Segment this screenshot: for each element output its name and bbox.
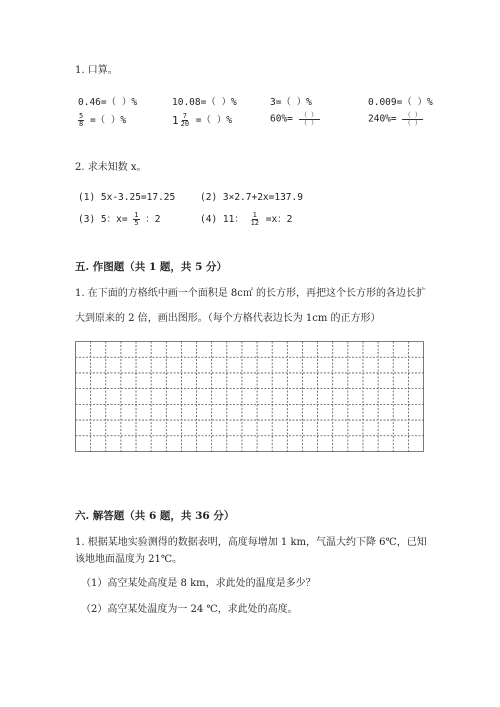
q2-problem-3-right: ：2	[145, 214, 161, 225]
q1-title: 1. 口算。	[75, 65, 118, 76]
q2-problem-4	[200, 211, 292, 227]
fraction-denominator: 20	[180, 120, 190, 128]
fraction-numerator: 7	[182, 112, 187, 120]
section-5-question-line-2: 大到原来的 2 倍，画出图形。（每个方格代表边长为 1cm 的正方形）	[75, 313, 381, 324]
section-6-question-line-1: 1. 根据某地实验测得的数据表明，高度每增加 1 km，气温大约下降 6℃，已知	[75, 537, 427, 548]
fraction	[78, 113, 84, 128]
q1-item-2: 10.08=（ ）%	[172, 97, 237, 108]
mixed-whole: 1	[172, 114, 179, 127]
blank-numerator: （ ）	[404, 111, 422, 119]
q1-item-5	[78, 112, 126, 128]
q2-problem-2: (2) 3×2.7+2x=137.9	[200, 192, 303, 203]
q1-item-8-left: 240%=	[368, 113, 397, 125]
blank-denominator: （ ）	[300, 118, 318, 127]
section-6-subquestion-1: （1）高空某处高度是 8 km，求此处的温度是多少？	[81, 578, 316, 589]
fraction-denominator: 8	[79, 120, 84, 128]
fraction-numerator: 1	[252, 211, 257, 219]
fraction-denominator: 12	[250, 219, 259, 227]
section-5-heading: 五. 作图题（共 1 题，共 5 分）	[75, 261, 228, 273]
q2-problem-3	[78, 211, 160, 227]
q1-item-3: 3=（ ）%	[270, 97, 312, 108]
q2-problem-3-left: (3) 5：x=	[78, 214, 128, 225]
q2-problem-4-left: (4) 11：	[200, 214, 244, 225]
fraction-denominator: 5	[134, 219, 139, 227]
section-5-question-line-1: 1. 在下面的方格纸中画一个面积是 8c㎡ 的长方形，再把这个长方形的各边长扩	[75, 288, 427, 299]
q2-problem-4-right: =x：2	[265, 214, 293, 225]
fraction-numerator: 1	[134, 211, 139, 219]
q1-item-8	[368, 112, 423, 126]
q1-item-7-left: 60%=	[270, 113, 293, 125]
section-6-question-line-2: 该地地面温度为 21℃。	[75, 554, 183, 565]
mixed-number	[172, 113, 190, 128]
drawing-grid[interactable]	[75, 341, 425, 453]
q2-problem-1: (1) 5x-3.25=17.25	[78, 192, 176, 203]
q1-item-7	[270, 112, 320, 126]
q1-item-4: 0.009=（ ）%	[368, 97, 433, 108]
q1-item-6	[172, 112, 232, 128]
section-6-subquestion-2: （2）高空某处温度为一 24 ℃，求此处的高度。	[81, 604, 298, 615]
blank-numerator: （ ）	[300, 111, 318, 119]
q1-item-6-rest: =（ ）%	[195, 115, 232, 126]
q2-title: 2. 求未知数 x。	[75, 162, 147, 173]
section-6-heading: 六. 解答题（共 6 题，共 36 分）	[75, 510, 235, 522]
fraction-numerator: 5	[79, 112, 84, 120]
blank-denominator: （ ）	[404, 118, 422, 127]
q1-item-5-rest: =（ ）%	[89, 115, 127, 126]
q1-item-1: 0.46=（ ）%	[78, 97, 138, 108]
